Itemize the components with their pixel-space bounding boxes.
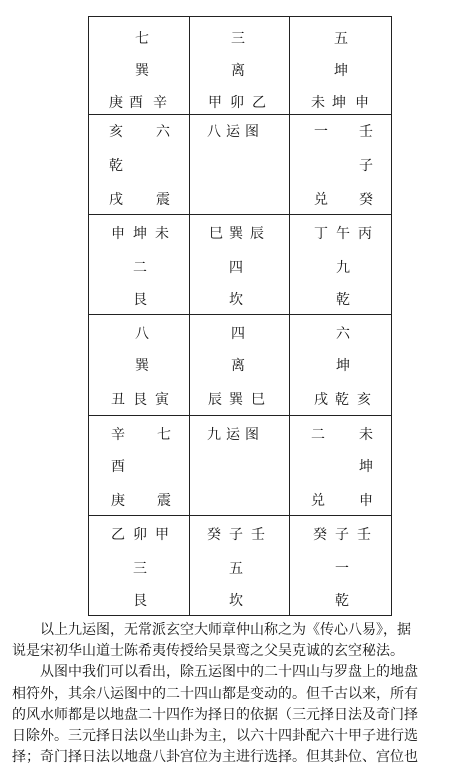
cell-glyph: 三 bbox=[231, 31, 245, 47]
cell-glyph: 子 bbox=[229, 527, 243, 543]
paragraph-line: 以上九运图，无常派玄空大师章仲山称之为《传心八易》，据 bbox=[40, 622, 411, 638]
grid-cell bbox=[189, 314, 289, 414]
cell-glyph: 兑 bbox=[311, 493, 325, 509]
cell-glyph: 一 bbox=[314, 124, 328, 140]
cell-glyph: 八 bbox=[207, 124, 221, 140]
cell-glyph: 离 bbox=[231, 63, 245, 79]
grid-cell bbox=[189, 415, 289, 515]
cell-glyph: 五 bbox=[334, 31, 348, 47]
cell-glyph: 艮 bbox=[133, 593, 147, 609]
cell-glyph: 壬 bbox=[251, 527, 265, 543]
cell-glyph: 辛 bbox=[153, 95, 167, 111]
cell-glyph: 六 bbox=[336, 326, 350, 342]
cell-glyph: 卯 bbox=[230, 95, 244, 111]
cell-glyph: 乙 bbox=[252, 95, 266, 111]
nine-period-grid bbox=[88, 16, 392, 616]
cell-glyph: 九 bbox=[336, 260, 350, 276]
cell-glyph: 坤 bbox=[133, 226, 147, 242]
cell-glyph: 震 bbox=[157, 493, 171, 509]
cell-glyph: 酉 bbox=[111, 459, 125, 475]
grid-cell bbox=[89, 214, 189, 314]
cell-glyph: 丙 bbox=[358, 226, 372, 242]
cell-glyph: 甲 bbox=[208, 95, 222, 111]
cell-glyph: 四 bbox=[229, 260, 243, 276]
cell-glyph: 八 bbox=[135, 326, 149, 342]
cell-glyph: 艮 bbox=[133, 292, 147, 308]
cell-glyph: 图 bbox=[245, 124, 259, 140]
cell-glyph: 丁 bbox=[314, 226, 328, 242]
cell-glyph: 坤 bbox=[336, 358, 350, 374]
cell-glyph: 子 bbox=[335, 527, 349, 543]
cell-glyph: 七 bbox=[135, 31, 149, 47]
grid-cell bbox=[89, 415, 189, 515]
cell-glyph: 巳 bbox=[209, 226, 223, 242]
paragraph-line: 从图中我们可以看出，除五运图中的二十四山与罗盘上的地盘 bbox=[40, 664, 418, 681]
cell-glyph: 亥 bbox=[357, 392, 371, 408]
cell-glyph: 癸 bbox=[313, 527, 327, 543]
cell-glyph: 辰 bbox=[250, 226, 264, 242]
cell-glyph: 坤 bbox=[334, 63, 348, 79]
cell-glyph: 震 bbox=[156, 192, 170, 208]
cell-glyph: 七 bbox=[157, 427, 171, 443]
cell-glyph: 申 bbox=[359, 493, 373, 509]
cell-glyph: 亥 bbox=[109, 124, 123, 140]
cell-glyph: 申 bbox=[355, 95, 369, 111]
cell-glyph: 乾 bbox=[109, 158, 123, 174]
cell-glyph: 六 bbox=[156, 124, 170, 140]
cell-glyph: 坎 bbox=[229, 292, 243, 308]
cell-glyph: 兑 bbox=[314, 192, 328, 208]
grid-cell bbox=[189, 515, 289, 615]
cell-glyph: 癸 bbox=[359, 192, 373, 208]
grid-cell bbox=[289, 114, 389, 214]
cell-glyph: 坎 bbox=[229, 593, 243, 609]
cell-glyph: 卯 bbox=[133, 527, 147, 543]
cell-glyph: 乾 bbox=[336, 292, 350, 308]
grid-cell bbox=[189, 214, 289, 314]
cell-glyph: 癸 bbox=[207, 527, 221, 543]
paragraph-line: 择；奇门择日法以地盘八卦宫位为主进行选择。但其卦位、宫位也 bbox=[12, 749, 418, 766]
grid-cell bbox=[89, 114, 189, 214]
grid-cell bbox=[89, 314, 189, 414]
cell-glyph: 二 bbox=[133, 260, 147, 276]
grid-cell bbox=[289, 214, 389, 314]
grid-cell bbox=[189, 17, 289, 117]
grid-cell bbox=[89, 515, 189, 615]
cell-glyph: 九 bbox=[207, 427, 221, 443]
cell-glyph: 子 bbox=[359, 158, 373, 174]
grid-cell bbox=[289, 17, 389, 117]
cell-glyph: 申 bbox=[111, 226, 125, 242]
cell-glyph: 离 bbox=[231, 358, 245, 374]
cell-glyph: 运 bbox=[226, 124, 240, 140]
cell-glyph: 辛 bbox=[111, 427, 125, 443]
grid-cell bbox=[289, 515, 389, 615]
cell-glyph: 坤 bbox=[332, 95, 346, 111]
grid-cell bbox=[89, 17, 189, 117]
cell-glyph: 巽 bbox=[229, 226, 243, 242]
cell-glyph: 一 bbox=[335, 561, 349, 577]
cell-glyph: 二 bbox=[311, 427, 325, 443]
cell-glyph: 巽 bbox=[229, 392, 243, 408]
paragraph-line: 的风水师都是以地盘二十四作为择日的依据（三元择日法及奇门择 bbox=[12, 706, 418, 723]
cell-glyph: 乙 bbox=[111, 527, 125, 543]
cell-glyph: 未 bbox=[155, 226, 169, 242]
cell-glyph: 巽 bbox=[135, 358, 149, 374]
paragraph-line: 说是宋初华山道士陈希夷传授给吴景鸾之父吴克诚的玄空秘法。 bbox=[12, 643, 404, 660]
cell-glyph: 四 bbox=[231, 326, 245, 342]
cell-glyph: 酉 bbox=[129, 95, 143, 111]
cell-glyph: 未 bbox=[359, 427, 373, 443]
cell-glyph: 五 bbox=[229, 561, 243, 577]
paragraph-line: 日除外。三元择日法以坐山卦为主，以六十四卦配六十甲子进行选 bbox=[12, 728, 418, 744]
cell-glyph: 乾 bbox=[335, 392, 349, 408]
cell-glyph: 甲 bbox=[155, 527, 169, 543]
cell-glyph: 运 bbox=[226, 427, 240, 443]
cell-glyph: 艮 bbox=[133, 392, 147, 408]
cell-glyph: 寅 bbox=[155, 392, 169, 408]
cell-glyph: 辰 bbox=[208, 392, 222, 408]
cell-glyph: 戌 bbox=[109, 192, 123, 208]
grid-cell bbox=[289, 314, 389, 414]
cell-glyph: 丑 bbox=[111, 392, 125, 408]
cell-glyph: 图 bbox=[245, 427, 259, 443]
cell-glyph: 三 bbox=[133, 561, 147, 577]
cell-glyph: 巳 bbox=[251, 392, 265, 408]
cell-glyph: 巽 bbox=[135, 63, 149, 79]
cell-glyph: 坤 bbox=[359, 459, 373, 475]
cell-glyph: 壬 bbox=[359, 124, 373, 140]
cell-glyph: 乾 bbox=[335, 593, 349, 609]
cell-glyph: 庚 bbox=[109, 95, 123, 111]
grid-cell bbox=[289, 415, 389, 515]
grid-cell bbox=[189, 114, 289, 214]
cell-glyph: 庚 bbox=[111, 493, 125, 509]
cell-glyph: 午 bbox=[336, 226, 350, 242]
cell-glyph: 未 bbox=[311, 95, 325, 111]
paragraph-line: 相符外，其余八运图中的二十四山都是变动的。但千古以来，所有 bbox=[12, 685, 418, 702]
cell-glyph: 戌 bbox=[314, 392, 328, 408]
cell-glyph: 壬 bbox=[357, 527, 371, 543]
